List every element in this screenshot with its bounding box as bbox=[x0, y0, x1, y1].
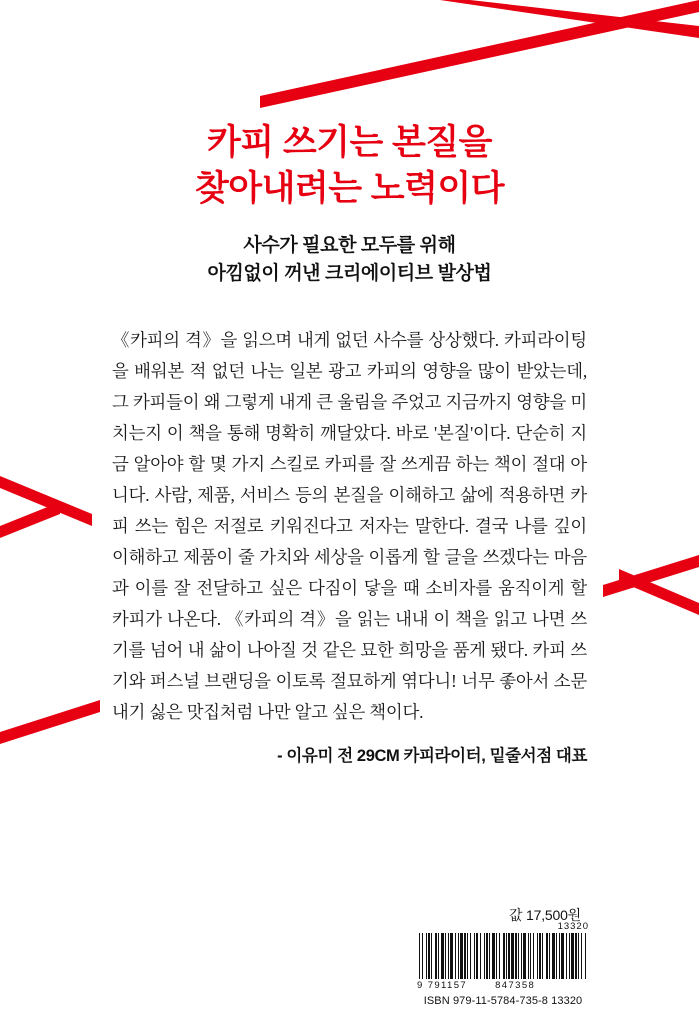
blurb-text: 《카피의 격》을 읽으며 내게 없던 사수를 상상했다. 카피라이팅을 배워본 적 없던 나는 일본 광고 카피의 영향을 많이 받았는데, 그 카피들이 왜 그렇게 내게 큰 울림을 주었고 지금까지 영향을 미치는지 이 책을 통해 명확히 깨달았다. 바로 '본질'이다. 단순히 지금 알아야 할 몇 가지 스킬로 카피를 잘 쓰게끔 하는 책이 절대 아니다. 사람, 제품, 서비스 등의 본질을 이해하고 삶에 적용하면 카피 쓰는 힘은 저절로 키워진다고 저자는 말한다. 결국 나를 깊이 이해하고 제품이 줄 가치와 세상을 이롭게 할 글을 쓰겠다는 마음과 이를 잘 전달하고 싶은 다짐이 닿을 때 소비자를 움직이게 할 카피가 나온다. 《카피의 격》을 읽는 내내 이 책을 읽고 나면 쓰기를 넘어 내 삶이 나아질 것 같은 묘한 희망을 품게 됐다. 카피 쓰기와 퍼스널 브랜딩을 이토록 절묘하게 엮다니! 너무 좋아서 소문내기 싫은 맛집처럼 나만 알고 싶은 책이다. bbox=[112, 330, 587, 723]
blurb-attribution: - 이유미 전 29CM 카피라이터, 밑줄서점 대표 bbox=[277, 747, 587, 766]
barcode-digits bbox=[417, 980, 589, 991]
subheadline-line-2: 아낌없이 꺼낸 크리에이티브 발상법 bbox=[207, 262, 492, 284]
barcode-block bbox=[417, 923, 589, 1007]
barcode-bars bbox=[417, 933, 589, 979]
barcode-supplement-number: 13320 bbox=[557, 921, 589, 932]
isbn-text: ISBN 979-11-5784-735-8 13320 bbox=[423, 995, 583, 1007]
subheadline bbox=[0, 232, 699, 287]
barcode-lead-digit: 9 bbox=[417, 980, 424, 991]
price-label: 값 17,500원 bbox=[509, 907, 581, 923]
barcode-digits-group-1: 791157 bbox=[427, 980, 468, 991]
barcode-digits-group-2: 847358 bbox=[495, 980, 536, 991]
headline-line-1: 카피 쓰기는 본질을 bbox=[207, 123, 492, 162]
subheadline-line-1: 사수가 필요한 모두를 위해 bbox=[243, 235, 456, 257]
headline-line-2: 찾아내려는 노력이다 bbox=[194, 169, 504, 209]
headline bbox=[0, 0, 699, 212]
